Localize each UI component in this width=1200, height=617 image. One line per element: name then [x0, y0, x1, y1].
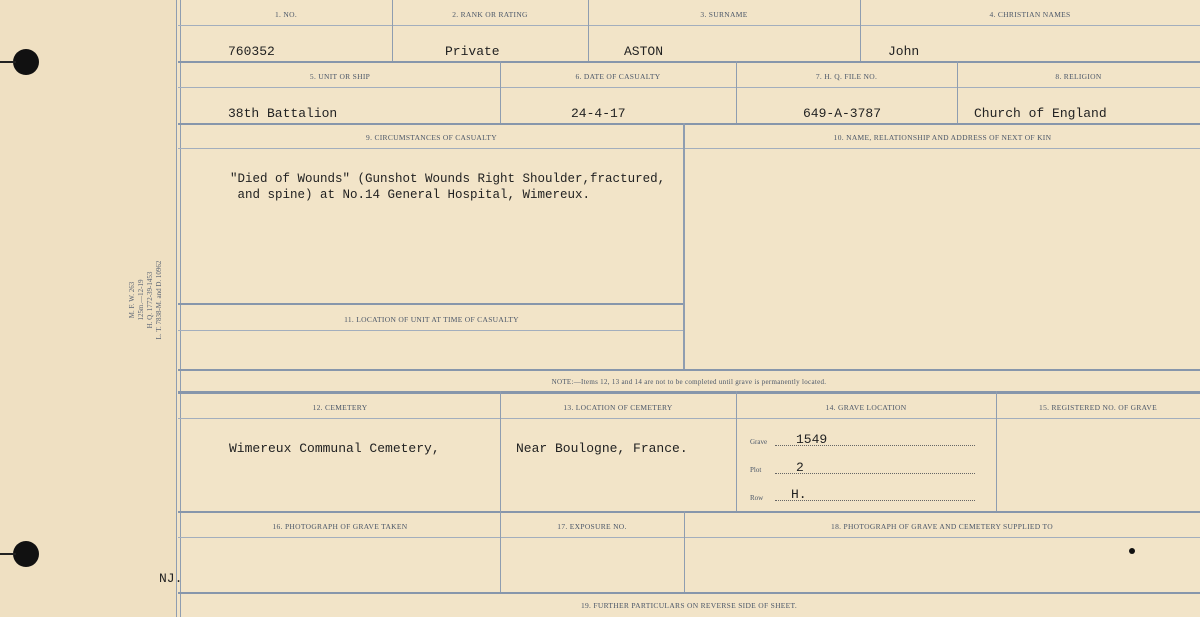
- cemetery-value: Wimereux Communal Cemetery,: [229, 441, 440, 456]
- plot-value: 2: [796, 460, 804, 475]
- rule: [178, 537, 1200, 538]
- punch-hole-bottom: [13, 541, 39, 567]
- initials: NJ.: [159, 571, 183, 586]
- date-label: 6. DATE OF CASUALTY: [575, 72, 661, 81]
- rule: [178, 418, 1200, 419]
- religion-value: Church of England: [974, 106, 1107, 121]
- rule: [178, 148, 1200, 149]
- print-line: M. F. W. 263: [128, 281, 136, 319]
- grave-label: Grave: [750, 438, 768, 446]
- column-rule: [683, 123, 685, 369]
- file-no-label: 7. H. Q. FILE NO.: [815, 72, 878, 81]
- unit-value: 38th Battalion: [228, 106, 338, 121]
- no-label: 1. NO.: [274, 10, 297, 19]
- rule: [178, 61, 1200, 63]
- rule: [178, 391, 1200, 394]
- surname-value: ASTON: [624, 44, 664, 59]
- cemetery-label: 12. CEMETERY: [312, 403, 368, 412]
- print-line: H. Q. 1772-39-1453: [146, 271, 154, 329]
- rule: [178, 303, 683, 305]
- rank-label: 2. RANK OR RATING: [452, 10, 528, 19]
- date-value: 24-4-17: [571, 106, 626, 121]
- rule: [178, 369, 1200, 371]
- column-rule: [500, 61, 501, 123]
- plot-label: Plot: [750, 466, 762, 474]
- column-rule: [736, 61, 737, 123]
- circumstances-value: "Died of Wounds" (Gunshot Wounds Right Shoulder,fractured, and spine) at No.14 General Hospital, Wimereux.: [230, 172, 666, 202]
- note-text: NOTE:—Items 12, 13 and 14 are not to be completed until grave is permanently located.: [551, 378, 827, 386]
- print-line: L. T. 7838-M. and D. 10962: [155, 260, 163, 340]
- unit-label: 5. UNIT OR SHIP: [309, 72, 371, 81]
- file-no-value: 649-A-3787: [803, 106, 882, 121]
- form-print-info: [128, 240, 164, 360]
- cemetery-location-label: 13. LOCATION OF CEMETERY: [563, 403, 673, 412]
- grave-value: 1549: [796, 432, 828, 447]
- registered-no-label: 15. REGISTERED NO. OF GRAVE: [1039, 403, 1157, 412]
- punch-hole-top: [13, 49, 39, 75]
- print-line: 125m.—12-19: [137, 279, 145, 321]
- location-unit-label: 11. LOCATION OF UNIT AT TIME OF CASUALTY: [344, 315, 519, 324]
- no-value: 760352: [228, 44, 275, 59]
- hole-mark: [0, 61, 16, 63]
- rule: [178, 25, 1200, 26]
- hole-mark: [0, 553, 16, 555]
- next-of-kin-label: 10. NAME, RELATIONSHIP AND ADDRESS OF NEXT OF KIN: [833, 133, 1052, 142]
- circumstances-label: 9. CIRCUMSTANCES OF CASUALTY: [366, 133, 497, 142]
- row-value: H.: [791, 487, 807, 502]
- ink-dot: [1129, 548, 1135, 554]
- rule: [178, 87, 1200, 88]
- further-particulars-label: 19. FURTHER PARTICULARS ON REVERSE SIDE OF SHEET.: [580, 601, 798, 610]
- rank-value: Private: [445, 44, 500, 59]
- row-label: Row: [750, 494, 764, 502]
- dotted-line: [775, 473, 975, 474]
- cemetery-location-value: Near Boulogne, France.: [516, 441, 688, 456]
- grave-location-label: 14. GRAVE LOCATION: [825, 403, 907, 412]
- exposure-label: 17. EXPOSURE NO.: [557, 522, 627, 531]
- christian-names-value: John: [888, 44, 920, 59]
- surname-label: 3. SURNAME: [700, 10, 748, 19]
- rule: [178, 592, 1200, 594]
- christian-names-label: 4. CHRISTIAN NAMES: [989, 10, 1071, 19]
- rule: [178, 330, 683, 331]
- photo-supplied-label: 18. PHOTOGRAPH OF GRAVE AND CEMETERY SUPPLIED TO: [831, 522, 1053, 531]
- rule: [178, 511, 1200, 513]
- religion-label: 8. RELIGION: [1055, 72, 1102, 81]
- photo-taken-label: 16. PHOTOGRAPH OF GRAVE TAKEN: [272, 522, 408, 531]
- column-rule: [957, 61, 958, 123]
- rule: [178, 123, 1200, 125]
